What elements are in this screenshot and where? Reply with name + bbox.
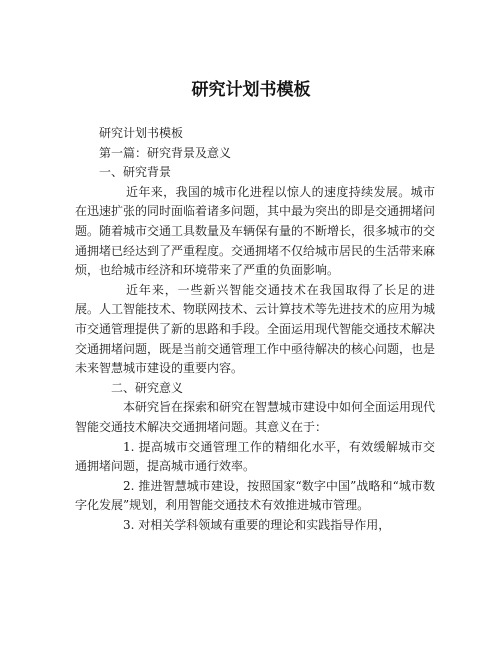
list-item-2: 2. 推进智慧城市建设，按照国家“数字中国”战略和“城市数字化发展”规划，利用智能交通技术有效推进城市管理。 [75,478,435,513]
subtitle-line: 研究计划书模板 [99,126,184,140]
section-heading-background: 一、研究背景 [99,165,172,180]
list-item-3: 3. 对相关学科领域有重要的理论和实践指导作用， [123,517,391,532]
document-title: 研究计划书模板 [191,80,311,100]
paragraph-background-1: 近年来，我国的城市化进程以惊人的速度持续发展。城市在迅速扩张的同时面临着诸多问题，其中最为突出的即是交通拥堵问题。随着城市交通工具数量及车辆保有量的不断增长，很多城市的交通拥堵已经达到了严重程度。交通拥堵不仅给城市居民的生活带来麻烦，也给城市经济和环境带来了严重的负面影响。 [75,184,436,278]
paragraph-background-2: 近年来，一些新兴智能交通技术在我国取得了长足的进展。人工智能技术、物联网技术、云计算技术等先进技术的应用为城市交通管理提供了新的思路和手段。全面运用现代智能交通技术解决交通拥堵问题，既是当前交通管理工作中亟待解决的核心问题，也是未来智慧城市建设的重要内容。 [75,282,436,376]
section-heading-significance: 二、研究意义 [111,380,184,395]
document-body [75,124,435,535]
chapter-heading: 第一篇：研究背景及意义 [99,145,232,160]
paragraph-significance-intro: 本研究旨在探索和研究在智慧城市建设中如何全面运用现代智能交通技术解决交通拥堵问题。其意义在于： [75,400,436,434]
list-item-1: 1. 提高城市交通管理工作的精细化水平，有效缓解城市交通拥堵问题，提高城市通行效率。 [75,439,435,474]
